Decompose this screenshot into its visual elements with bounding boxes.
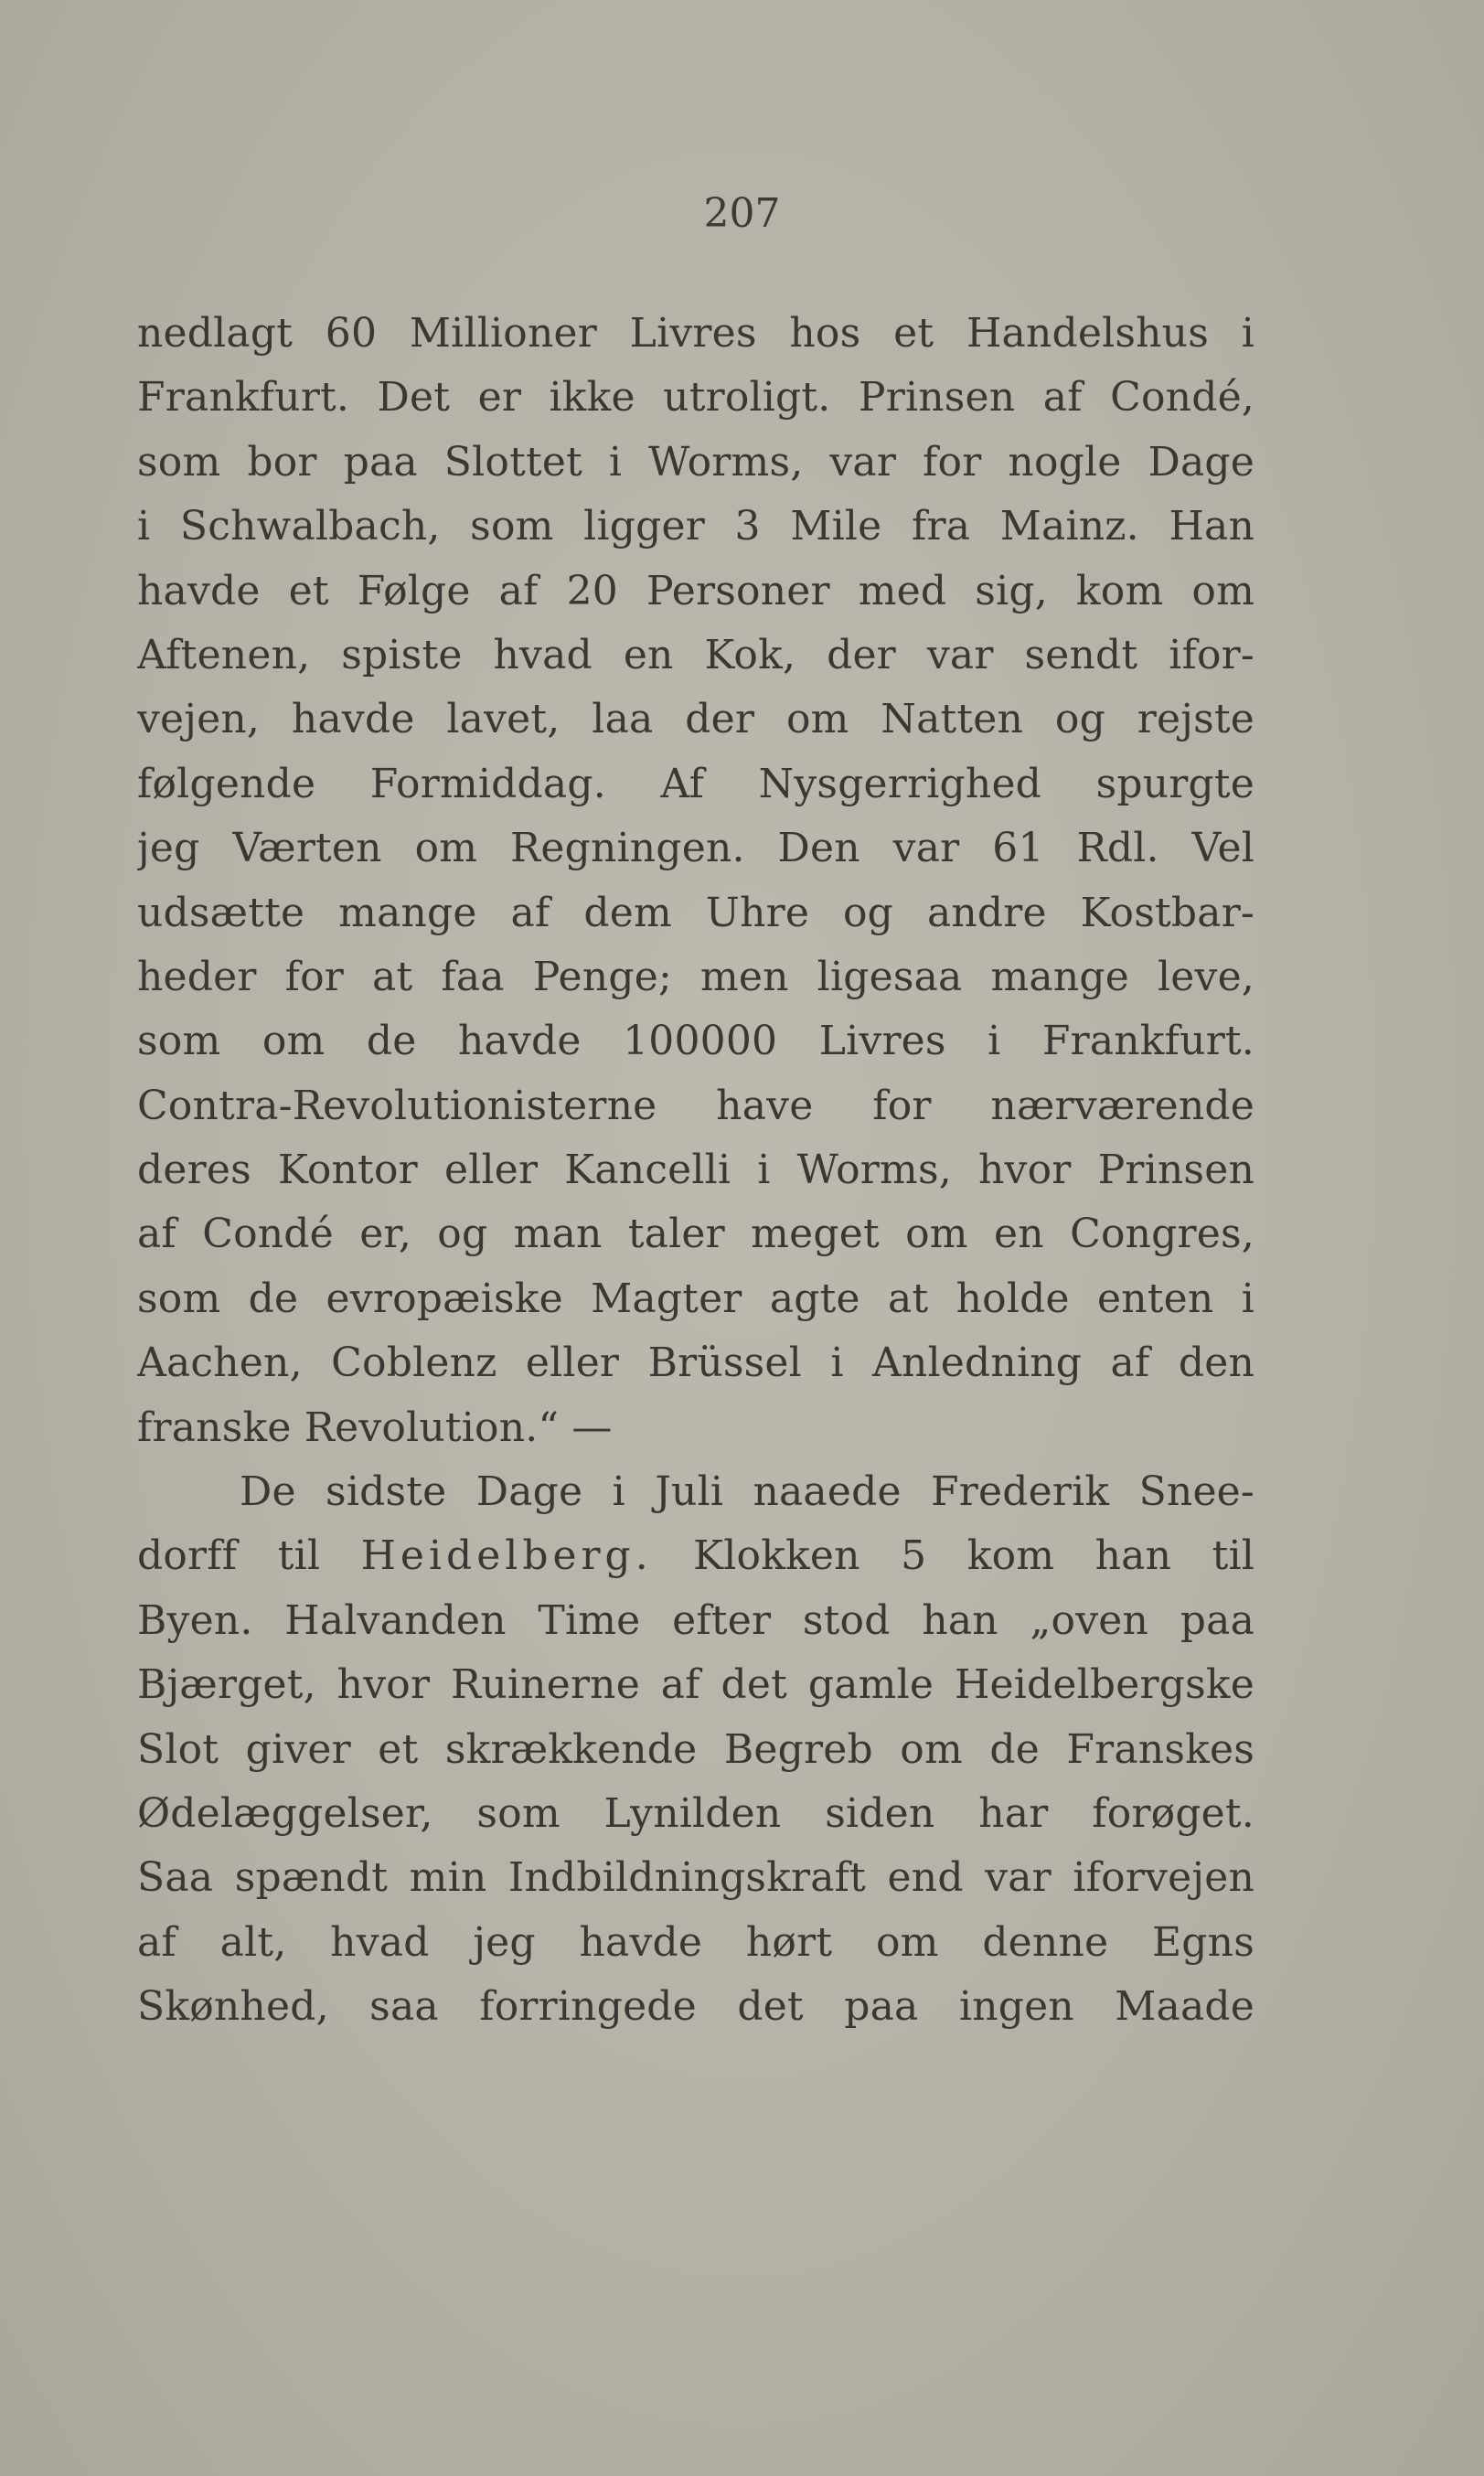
text-line: udsætte mange af dem Uhre og andre Kostbar-	[137, 889, 1254, 936]
text-line: Aachen, Coblenz eller Brüssel i Anledning af den	[137, 1339, 1254, 1387]
text-line: Bjærget, hvor Ruinerne af det gamle Heidelbergske	[137, 1661, 1254, 1709]
text-line: deres Kontor eller Kancelli i Worms, hvor Prinsen	[137, 1147, 1254, 1194]
spaced-place-name: Heidelberg.	[360, 1532, 653, 1580]
text-line: havde et Følge af 20 Personer med sig, kom om	[137, 567, 1254, 614]
text-line: Byen. Halvanden Time efter stod han „oven paa	[137, 1596, 1254, 1644]
text-line: vejen, havde lavet, laa der om Natten og rejste	[137, 696, 1254, 743]
text-line: i Schwalbach, som ligger 3 Mile fra Mainz. Han	[137, 503, 1254, 550]
text-segment: dorff til	[137, 1532, 321, 1580]
text-line: Slot giver et skrækkende Begreb om de Franskes	[137, 1725, 1254, 1773]
text-line: Frankfurt. Det er ikke utroligt. Prinsen af Condé,	[137, 374, 1254, 422]
text-line: følgende Formiddag. Af Nysgerrighed spurgte	[137, 760, 1254, 807]
text-line: Skønhed, saa forringede det paa ingen Maade	[137, 1983, 1254, 2031]
text-line: som de evropæiske Magter agte at holde enten i	[137, 1275, 1254, 1322]
paragraph-first-line: De sidste Dage i Juli naaede Frederik Snee-	[240, 1468, 1254, 1516]
text-line: Saa spændt min Indbildningskraft end var iforvejen	[137, 1854, 1254, 1902]
text-line: jeg Værten om Regningen. Den var 61 Rdl. Vel	[137, 825, 1254, 872]
text-line: af Condé er, og man taler meget om en Congres,	[137, 1211, 1254, 1258]
page-number: 207	[703, 190, 781, 237]
text-line: Aftenen, spiste hvad en Kok, der var sendt ifor-	[137, 631, 1254, 678]
text-line: heder for at faa Penge; men ligesaa mange leve,	[137, 953, 1254, 1000]
text-segment: Klokken 5 kom han til	[693, 1532, 1254, 1580]
body-text	[137, 302, 1254, 2040]
text-line: som om de havde 100000 Livres i Frankfurt.	[137, 1018, 1254, 1065]
text-line-with-spaced-name	[137, 1524, 1254, 1588]
text-line: Contra-Revolutionisterne have for nærværende	[137, 1082, 1254, 1129]
text-line: af alt, hvad jeg havde hørt om denne Egns	[137, 1918, 1254, 1966]
text-line: som bor paa Slottet i Worms, var for nogle Dage	[137, 438, 1254, 486]
text-line: nedlagt 60 Millioner Livres hos et Handelshus i	[137, 310, 1254, 357]
text-line: franske Revolution.“ —	[137, 1403, 613, 1451]
text-line: Ødelæggelser, som Lynilden siden har forøget.	[137, 1789, 1254, 1837]
